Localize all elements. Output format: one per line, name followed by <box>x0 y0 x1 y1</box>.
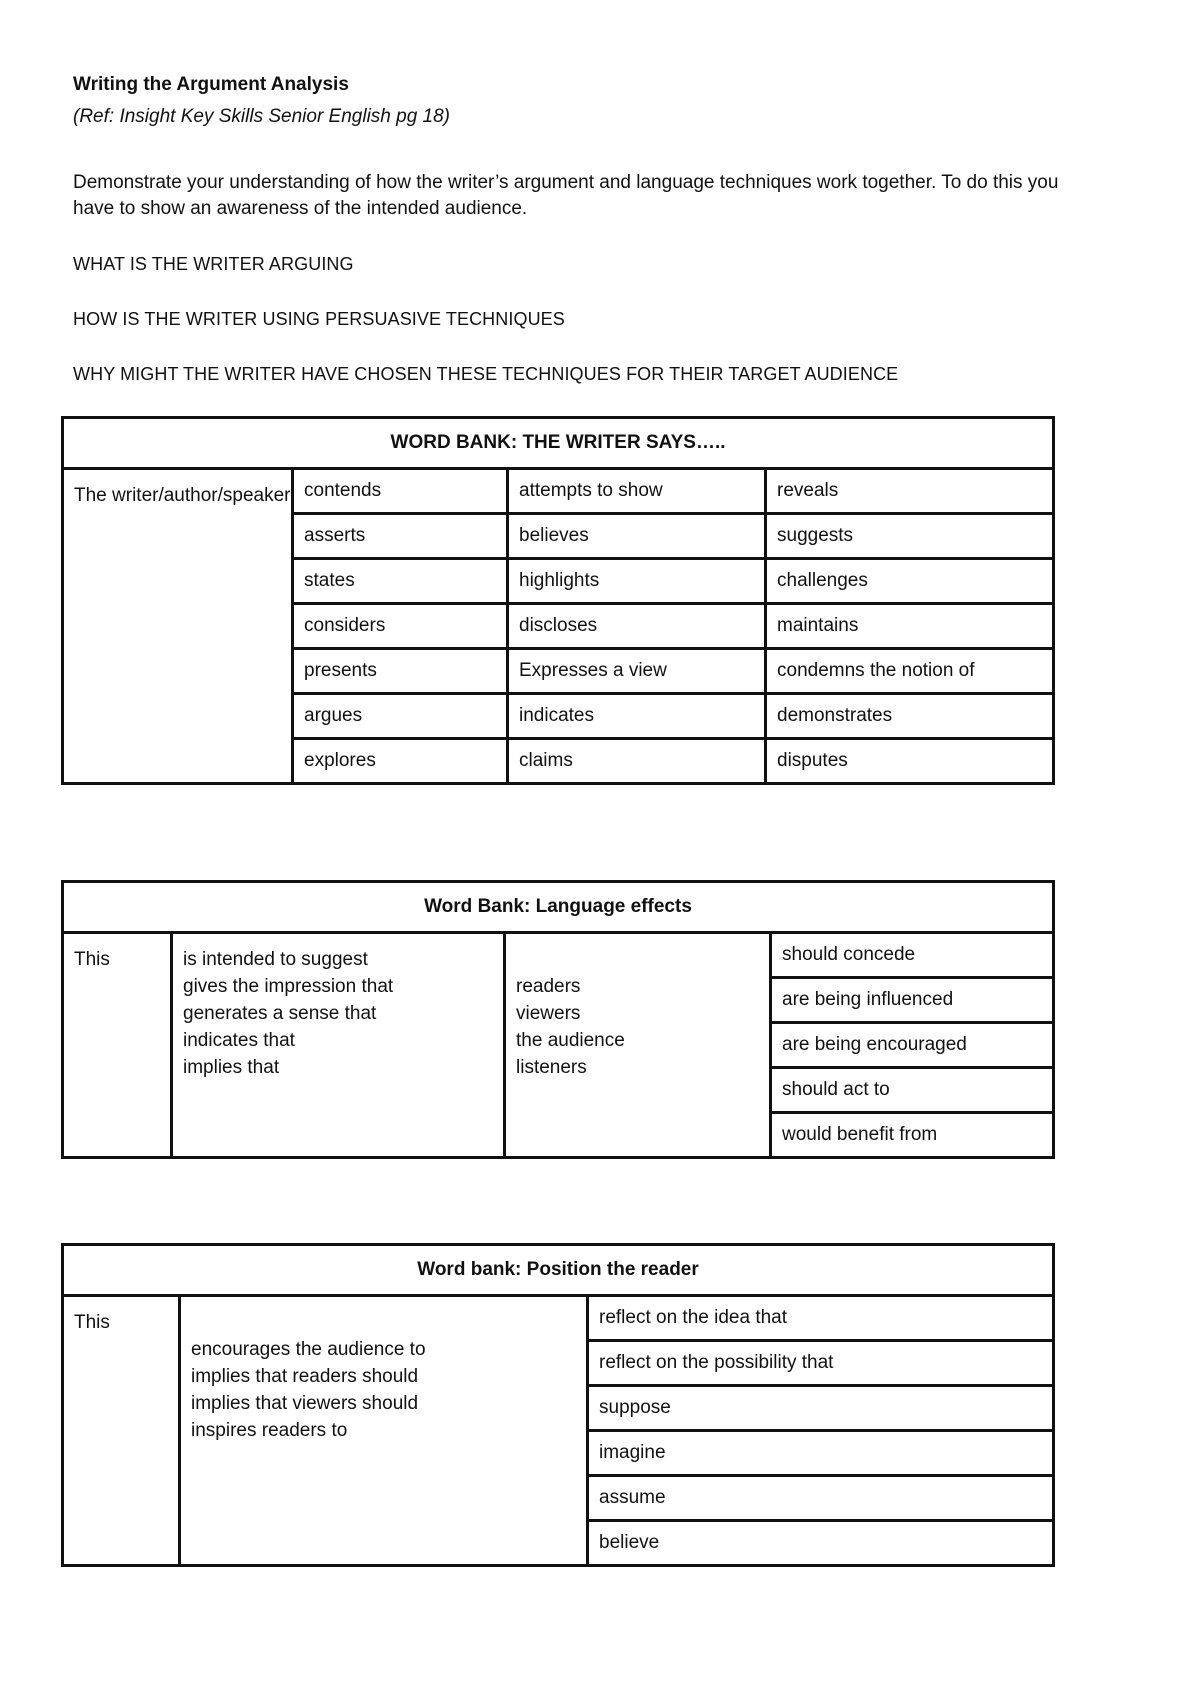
table-cell: would benefit from <box>771 1113 1054 1158</box>
table-cell: argues <box>293 694 508 739</box>
table-cell: are being influenced <box>771 978 1054 1023</box>
word-bank-writer-says-table <box>61 416 1055 785</box>
table-cell: claims <box>508 739 766 784</box>
table-cell: considers <box>293 604 508 649</box>
verb-phrase: implies that viewers should <box>191 1393 419 1414</box>
word-bank-position-reader-table <box>61 1243 1055 1567</box>
table-cell: highlights <box>508 559 766 604</box>
verb-phrase: inspires readers to <box>191 1420 348 1441</box>
table-cell: believe <box>588 1521 1054 1566</box>
audience-term: readers <box>516 976 581 997</box>
audience-term: listeners <box>516 1057 587 1078</box>
table-cell: attempts to show <box>508 469 766 514</box>
table-cell: indicates <box>508 694 766 739</box>
table-cell: challenges <box>766 559 1054 604</box>
table-cell: Expresses a view <box>508 649 766 694</box>
reference-note: (Ref: Insight Key Skills Senior English pg 18) <box>73 106 451 127</box>
question-what: WHAT IS THE WRITER ARGUING <box>73 254 354 274</box>
table-cell: should concede <box>771 933 1054 978</box>
table-cell: reveals <box>766 469 1054 514</box>
table-header: WORD BANK: THE WRITER SAYS….. <box>63 418 1054 469</box>
table-row <box>63 933 1054 978</box>
table-cell: assume <box>588 1476 1054 1521</box>
table-cell: demonstrates <box>766 694 1054 739</box>
table-cell: discloses <box>508 604 766 649</box>
verb-phrases-cell <box>180 1296 588 1566</box>
table-cell: are being encouraged <box>771 1023 1054 1068</box>
verb-phrase: implies that readers should <box>191 1366 419 1387</box>
verb-phrase: encourages the audience to <box>191 1339 426 1360</box>
audience-term: the audience <box>516 1030 625 1051</box>
table-row <box>63 1296 1054 1341</box>
table-cell: asserts <box>293 514 508 559</box>
table-cell: condemns the notion of <box>766 649 1054 694</box>
table-header: Word bank: Position the reader <box>63 1245 1054 1296</box>
table-cell: disputes <box>766 739 1054 784</box>
table-cell: should act to <box>771 1068 1054 1113</box>
subject-cell: This <box>63 933 172 1158</box>
table-header: Word Bank: Language effects <box>63 882 1054 933</box>
table-cell: explores <box>293 739 508 784</box>
table-cell: states <box>293 559 508 604</box>
subject-cell: The writer/author/speaker <box>63 469 293 784</box>
verb-phrase: gives the impression that <box>183 976 394 997</box>
table-cell: believes <box>508 514 766 559</box>
table-cell: reflect on the possibility that <box>588 1341 1054 1386</box>
verb-phrase: implies that <box>183 1057 280 1078</box>
verb-phrases-cell <box>172 933 505 1158</box>
table-cell: maintains <box>766 604 1054 649</box>
audience-cell <box>505 933 771 1158</box>
table-cell: reflect on the idea that <box>588 1296 1054 1341</box>
table-cell: suppose <box>588 1386 1054 1431</box>
audience-term: viewers <box>516 1003 581 1024</box>
question-how: HOW IS THE WRITER USING PERSUASIVE TECHNIQUES <box>73 309 565 329</box>
intro-paragraph: Demonstrate your understanding of how the writer’s argument and language techniques work together. To do this you have to show an awareness of the intended audience. <box>73 172 1059 219</box>
table-row <box>63 469 1054 514</box>
table-cell: presents <box>293 649 508 694</box>
table-cell: contends <box>293 469 508 514</box>
subject-cell: This <box>63 1296 180 1566</box>
document-title: Writing the Argument Analysis <box>73 74 349 95</box>
question-why: WHY MIGHT THE WRITER HAVE CHOSEN THESE TECHNIQUES FOR THEIR TARGET AUDIENCE <box>73 364 899 384</box>
table-cell: suggests <box>766 514 1054 559</box>
verb-phrase: generates a sense that <box>183 1003 377 1024</box>
verb-phrase: indicates that <box>183 1030 295 1051</box>
verb-phrase: is intended to suggest <box>183 949 368 970</box>
table-cell: imagine <box>588 1431 1054 1476</box>
word-bank-language-effects-table <box>61 880 1055 1159</box>
